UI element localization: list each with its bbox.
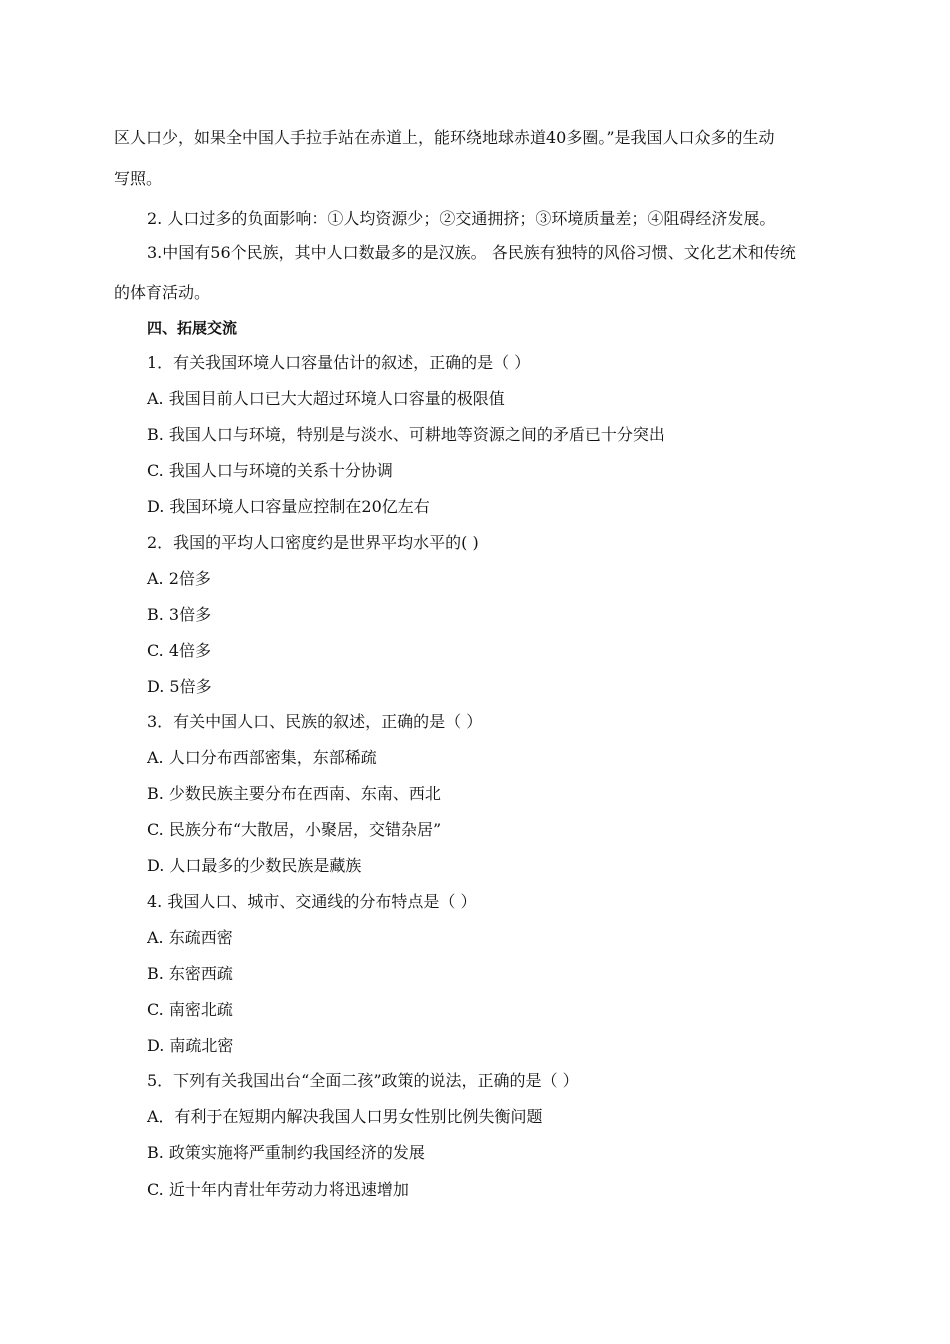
question-3-option-a: A. 人口分布西部密集，东部稀疏 bbox=[147, 748, 377, 767]
question-4-option-a: A. 东疏西密 bbox=[147, 928, 233, 947]
intro-line-2: 写照。 bbox=[114, 169, 163, 188]
question-4-option-b: B. 东密西疏 bbox=[147, 964, 233, 983]
question-4-option-d: D. 南疏北密 bbox=[147, 1036, 234, 1055]
question-5-option-c: C. 近十年内青壮年劳动力将迅速增加 bbox=[147, 1180, 409, 1199]
question-2-option-a: A. 2倍多 bbox=[147, 569, 211, 588]
intro-line-1: 区人口少，如果全中国人手拉手站在赤道上，能环绕地球赤道40多圈。”是我国人口众多的生动 bbox=[114, 128, 775, 147]
question-2-stem: 2．我国的平均人口密度约是世界平均水平的( ) bbox=[147, 533, 479, 552]
question-3-stem: 3．有关中国人口、民族的叙述，正确的是（ ） bbox=[147, 712, 483, 731]
question-5-stem: 5．下列有关我国出台“全面二孩”政策的说法，正确的是（ ） bbox=[147, 1071, 579, 1090]
question-1-option-a: A. 我国目前人口已大大超过环境人口容量的极限值 bbox=[147, 389, 505, 408]
question-1-stem: 1．有关我国环境人口容量估计的叙述，正确的是（ ） bbox=[147, 353, 531, 372]
point-2: 2. 人口过多的负面影响：①人均资源少；②交通拥挤；③环境质量差；④阻碍经济发展。 bbox=[147, 209, 776, 228]
point-3: 3.中国有56个民族，其中人口数最多的是汉族。 各民族有独特的风俗习惯、文化艺术和传统 bbox=[147, 243, 796, 262]
question-2-option-d: D. 5倍多 bbox=[147, 677, 212, 696]
question-1-option-c: C. 我国人口与环境的关系十分协调 bbox=[147, 461, 393, 480]
question-1-option-b: B. 我国人口与环境，特别是与淡水、可耕地等资源之间的矛盾已十分突出 bbox=[147, 425, 665, 444]
section-heading: 四、拓展交流 bbox=[147, 319, 238, 337]
question-3-option-b: B. 少数民族主要分布在西南、东南、西北 bbox=[147, 784, 441, 803]
question-2-option-b: B. 3倍多 bbox=[147, 605, 212, 624]
point-3-continued: 的体育活动。 bbox=[114, 283, 211, 302]
question-5-option-b: B. 政策实施将严重制约我国经济的发展 bbox=[147, 1143, 425, 1162]
question-5-option-a: A．有利于在短期内解决我国人口男女性别比例失衡问题 bbox=[147, 1107, 543, 1126]
question-4-stem: 4. 我国人口、城市、交通线的分布特点是（ ） bbox=[147, 892, 477, 911]
question-4-option-c: C. 南密北疏 bbox=[147, 1000, 233, 1019]
question-2-option-c: C. 4倍多 bbox=[147, 641, 212, 660]
question-1-option-d: D. 我国环境人口容量应控制在20亿左右 bbox=[147, 497, 430, 516]
question-3-option-c: C. 民族分布“大散居，小聚居，交错杂居” bbox=[147, 820, 442, 839]
question-3-option-d: D. 人口最多的少数民族是藏族 bbox=[147, 856, 362, 875]
